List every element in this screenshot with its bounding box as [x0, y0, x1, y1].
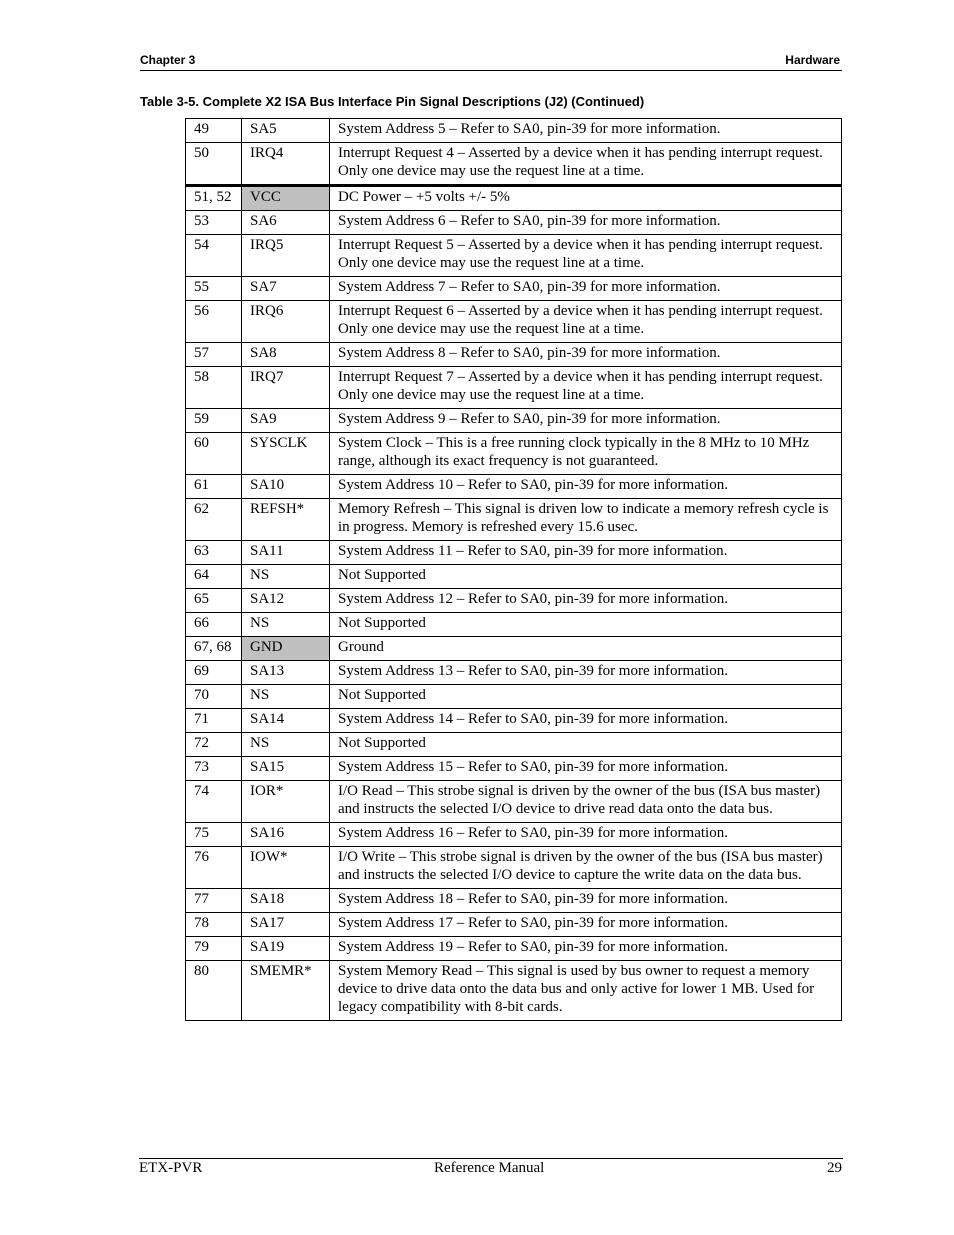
description-cell: System Address 10 – Refer to SA0, pin-39 for more information.	[330, 475, 842, 499]
table-row	[186, 119, 842, 143]
section-label: Hardware	[785, 53, 840, 67]
signal-cell: SA19	[242, 937, 330, 961]
table-row	[186, 143, 842, 186]
table-row	[186, 913, 842, 937]
product-name: ETX-PVR	[139, 1160, 203, 1176]
pin-cell: 66	[186, 613, 242, 637]
pin-cell: 54	[186, 235, 242, 277]
pin-cell: 56	[186, 301, 242, 343]
signal-cell: SA5	[242, 119, 330, 143]
pin-cell: 50	[186, 143, 242, 186]
table-row	[186, 433, 842, 475]
table-row	[186, 733, 842, 757]
description-cell: System Address 17 – Refer to SA0, pin-39 for more information.	[330, 913, 842, 937]
table-row	[186, 847, 842, 889]
description-cell: Interrupt Request 7 – Asserted by a device when it has pending interrupt request. Only one device may use the request line at a time.	[330, 367, 842, 409]
page-number: 29	[827, 1160, 842, 1176]
description-cell: System Address 9 – Refer to SA0, pin-39 for more information.	[330, 409, 842, 433]
table-row	[186, 937, 842, 961]
description-cell: System Address 13 – Refer to SA0, pin-39 for more information.	[330, 661, 842, 685]
pin-cell: 70	[186, 685, 242, 709]
description-cell: System Clock – This is a free running clock typically in the 8 MHz to 10 MHz range, although its exact frequency is not guaranteed.	[330, 433, 842, 475]
description-cell: System Address 11 – Refer to SA0, pin-39 for more information.	[330, 541, 842, 565]
description-cell: I/O Read – This strobe signal is driven by the owner of the bus (ISA bus master) and instructs the selected I/O device to drive read data onto the data bus.	[330, 781, 842, 823]
pin-cell: 55	[186, 277, 242, 301]
description-cell: Not Supported	[330, 565, 842, 589]
description-cell: System Memory Read – This signal is used by bus owner to request a memory device to drive data onto the data bus and only active for lower 1 MB. Used for legacy compatibility with 8-bit cards.	[330, 961, 842, 1021]
table-row	[186, 499, 842, 541]
pin-cell: 53	[186, 211, 242, 235]
signal-cell: SYSCLK	[242, 433, 330, 475]
description-cell: System Address 18 – Refer to SA0, pin-39 for more information.	[330, 889, 842, 913]
table-row	[186, 823, 842, 847]
pin-cell: 79	[186, 937, 242, 961]
signal-cell: NS	[242, 613, 330, 637]
description-cell: Not Supported	[330, 733, 842, 757]
pin-cell: 73	[186, 757, 242, 781]
table-row	[186, 475, 842, 499]
signal-cell: NS	[242, 685, 330, 709]
chapter-label: Chapter 3	[140, 53, 196, 67]
table-row	[186, 541, 842, 565]
description-cell: Interrupt Request 5 – Asserted by a device when it has pending interrupt request. Only one device may use the request line at a time.	[330, 235, 842, 277]
description-cell: System Address 12 – Refer to SA0, pin-39 for more information.	[330, 589, 842, 613]
signal-cell: SA7	[242, 277, 330, 301]
pin-cell: 58	[186, 367, 242, 409]
signal-cell: NS	[242, 565, 330, 589]
table-row	[186, 211, 842, 235]
description-cell: Interrupt Request 4 – Asserted by a device when it has pending interrupt request. Only one device may use the request line at a time.	[330, 143, 842, 186]
description-cell: System Address 19 – Refer to SA0, pin-39 for more information.	[330, 937, 842, 961]
table-row	[186, 781, 842, 823]
pin-cell: 59	[186, 409, 242, 433]
description-cell: Ground	[330, 637, 842, 661]
table-row	[186, 301, 842, 343]
description-cell: System Address 7 – Refer to SA0, pin-39 for more information.	[330, 277, 842, 301]
pin-cell: 51, 52	[186, 186, 242, 211]
table-row	[186, 367, 842, 409]
table-row	[186, 685, 842, 709]
signal-cell: IRQ6	[242, 301, 330, 343]
pin-cell: 57	[186, 343, 242, 367]
description-cell: System Address 15 – Refer to SA0, pin-39 for more information.	[330, 757, 842, 781]
pin-cell: 71	[186, 709, 242, 733]
table-row	[186, 565, 842, 589]
pin-cell: 49	[186, 119, 242, 143]
table-row	[186, 277, 842, 301]
table-row	[186, 889, 842, 913]
table-row	[186, 709, 842, 733]
pin-cell: 62	[186, 499, 242, 541]
description-cell: System Address 8 – Refer to SA0, pin-39 for more information.	[330, 343, 842, 367]
signal-cell: SA16	[242, 823, 330, 847]
pin-cell: 75	[186, 823, 242, 847]
description-cell: I/O Write – This strobe signal is driven by the owner of the bus (ISA bus master) and instructs the selected I/O device to capture the write data on the data bus.	[330, 847, 842, 889]
pin-cell: 76	[186, 847, 242, 889]
signal-cell: REFSH*	[242, 499, 330, 541]
pin-signal-table	[185, 118, 842, 1021]
signal-cell: VCC	[242, 186, 330, 211]
table-row	[186, 961, 842, 1021]
signal-cell: SA9	[242, 409, 330, 433]
description-cell: System Address 6 – Refer to SA0, pin-39 for more information.	[330, 211, 842, 235]
signal-cell: SA17	[242, 913, 330, 937]
pin-cell: 67, 68	[186, 637, 242, 661]
signal-cell: GND	[242, 637, 330, 661]
description-cell: Not Supported	[330, 613, 842, 637]
description-cell: System Address 16 – Refer to SA0, pin-39 for more information.	[330, 823, 842, 847]
page-header	[140, 52, 842, 71]
signal-cell: IRQ7	[242, 367, 330, 409]
signal-cell: SA14	[242, 709, 330, 733]
table-caption: Table 3-5. Complete X2 ISA Bus Interface Pin Signal Descriptions (J2) (Continued)	[140, 94, 645, 109]
signal-cell: IOW*	[242, 847, 330, 889]
pin-cell: 78	[186, 913, 242, 937]
table-row	[186, 757, 842, 781]
signal-cell: NS	[242, 733, 330, 757]
pin-table-body	[186, 119, 842, 1021]
description-cell: System Address 14 – Refer to SA0, pin-39 for more information.	[330, 709, 842, 733]
pin-cell: 65	[186, 589, 242, 613]
signal-cell: SMEMR*	[242, 961, 330, 1021]
table-row	[186, 186, 842, 211]
pin-cell: 80	[186, 961, 242, 1021]
description-cell: Interrupt Request 6 – Asserted by a device when it has pending interrupt request. Only one device may use the request line at a time.	[330, 301, 842, 343]
signal-cell: SA11	[242, 541, 330, 565]
description-cell: DC Power – +5 volts +/- 5%	[330, 186, 842, 211]
page-footer	[139, 1158, 843, 1179]
signal-cell: SA15	[242, 757, 330, 781]
signal-cell: SA18	[242, 889, 330, 913]
table-row	[186, 409, 842, 433]
signal-cell: SA12	[242, 589, 330, 613]
pin-cell: 64	[186, 565, 242, 589]
signal-cell: SA6	[242, 211, 330, 235]
signal-cell: IRQ5	[242, 235, 330, 277]
manual-title: Reference Manual	[434, 1160, 545, 1176]
table-row	[186, 235, 842, 277]
description-cell: System Address 5 – Refer to SA0, pin-39 for more information.	[330, 119, 842, 143]
pin-cell: 74	[186, 781, 242, 823]
table-row	[186, 613, 842, 637]
description-cell: Not Supported	[330, 685, 842, 709]
pin-cell: 77	[186, 889, 242, 913]
pin-cell: 72	[186, 733, 242, 757]
signal-cell: IRQ4	[242, 143, 330, 186]
table-row	[186, 661, 842, 685]
pin-cell: 69	[186, 661, 242, 685]
signal-cell: SA13	[242, 661, 330, 685]
pin-cell: 63	[186, 541, 242, 565]
table-row	[186, 637, 842, 661]
signal-cell: IOR*	[242, 781, 330, 823]
table-row	[186, 589, 842, 613]
pin-cell: 60	[186, 433, 242, 475]
signal-cell: SA10	[242, 475, 330, 499]
table-row	[186, 343, 842, 367]
description-cell: Memory Refresh – This signal is driven low to indicate a memory refresh cycle is in progress. Memory is refreshed every 15.6 usec.	[330, 499, 842, 541]
pin-cell: 61	[186, 475, 242, 499]
signal-cell: SA8	[242, 343, 330, 367]
